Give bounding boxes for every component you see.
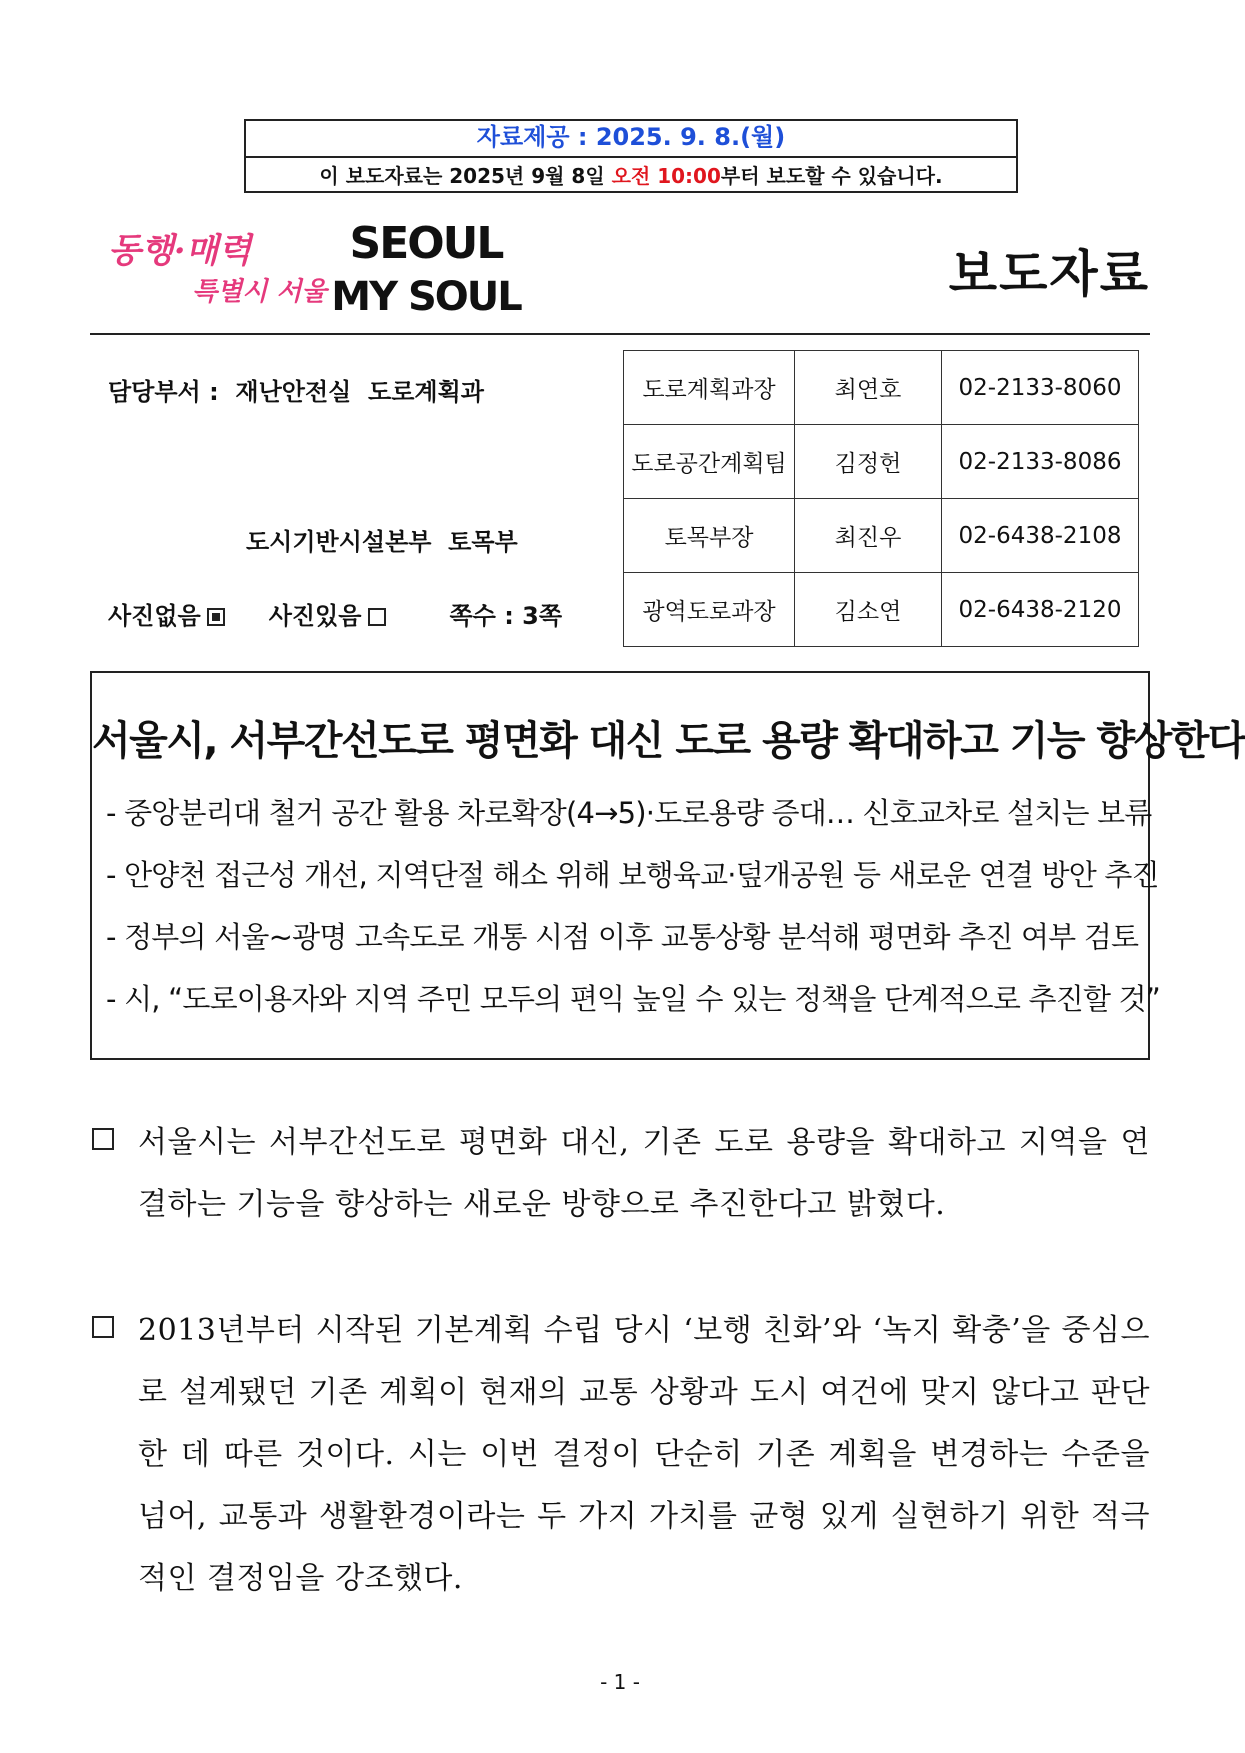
contact-title: 도로공간계획팀 [624,425,795,499]
contact-name: 최연호 [795,351,942,425]
doc-type-title: 보도자료 [948,245,1150,303]
square-bullet-icon [92,1316,114,1338]
contact-phone: 02-6438-2108 [942,499,1139,573]
paragraph-text: 서울시는 서부간선도로 평면화 대신, 기존 도로 용량을 확대하고 지역을 연결하는 기능을 향상하는 새로운 방향으로 추진한다고 밝혔다. [138,1125,1150,1222]
page-number: - 1 - [600,1670,640,1694]
contact-phone: 02-2133-8086 [942,425,1139,499]
embargo-notice [246,158,1016,194]
slogan-line1: 동행·매력 [108,231,252,271]
headline-bullet: - 정부의 서울~광명 고속도로 개통 시점 이후 교통상황 분석해 평면화 추진 여부 검토 [106,920,1139,954]
photo-none-label: 사진없음 [108,602,201,630]
contact-name: 김소연 [795,573,942,647]
photo-yes-label: 사진있음 [268,602,362,630]
contact-title: 도로계획과장 [624,351,795,425]
department-sub: 도시기반시설본부 토목부 [246,528,518,556]
department-main: 담당부서 : 재난안전실 도로계획과 [108,378,484,406]
square-bullet-icon [92,1128,114,1150]
slogan-line2: 특별시 서울 [192,277,327,307]
checked-box-icon [207,608,225,626]
contact-title: 토목부장 [624,499,795,573]
seoul-my-soul-logo [331,214,521,320]
header-divider [90,333,1150,335]
unchecked-box-icon [368,608,386,626]
seoul-line2: MY SOUL [331,274,521,320]
release-info-box [244,119,1018,193]
contact-phone: 02-2133-8060 [942,351,1139,425]
headline-bullet: - 시, “도로이용자와 지역 주민 모두의 편익 높일 수 있는 정책을 단계적으로 추진할 것” [106,982,1161,1016]
headline-bullet: - 안양천 접근성 개선, 지역단절 해소 위해 보행육교·덮개공원 등 새로운 연결 방안 추진 [106,858,1159,892]
seoul-line1: SEOUL [349,218,503,269]
contact-name: 김정헌 [795,425,942,499]
contact-phone: 02-6438-2120 [942,573,1139,647]
table-row [624,573,1139,647]
photo-info-row [108,596,562,631]
paragraph-text: 2013년부터 시작된 기본계획 수립 당시 ‘보행 친화’와 ‘녹지 확충’을 중심으로 설계됐던 기존 계획이 현재의 교통 상황과 도시 여건에 맞지 않다고 판단한 데 따른 것이다. 시는 이번 결정이 단순히 기존 계획을 변경하는 수준을 넘어, 교통과 생활환경이라는 두 가지 가치를 균형 있게 실현하기 위한 적극적인 결정임을 강조했다. [138,1313,1150,1596]
release-date: 자료제공 : 2025. 9. 8.(월) [246,121,1016,158]
table-row [624,499,1139,573]
body-paragraph [90,1300,1150,1610]
table-row [624,351,1139,425]
headline-title: 서울시, 서부간선도로 평면화 대신 도로 용량 확대하고 기능 향상한다 [92,718,1245,764]
contact-title: 광역도로과장 [624,573,795,647]
embargo-suffix: 부터 보도할 수 있습니다. [720,164,943,188]
page-count: 쪽수 : 3쪽 [449,602,563,630]
body-paragraph [90,1112,1150,1236]
contact-name: 최진우 [795,499,942,573]
headline-box [90,671,1245,1060]
contact-table [623,350,1139,647]
headline-bullet: - 중앙분리대 철거 공간 활용 차로확장(4→5)·도로용량 증대… 신호교차로 설치는 보류 [106,796,1152,830]
embargo-prefix: 이 보도자료는 2025년 9월 8일 [319,164,612,188]
table-row [624,425,1139,499]
slogan-logo [108,222,327,312]
embargo-time: 오전 10:00 [611,164,721,188]
